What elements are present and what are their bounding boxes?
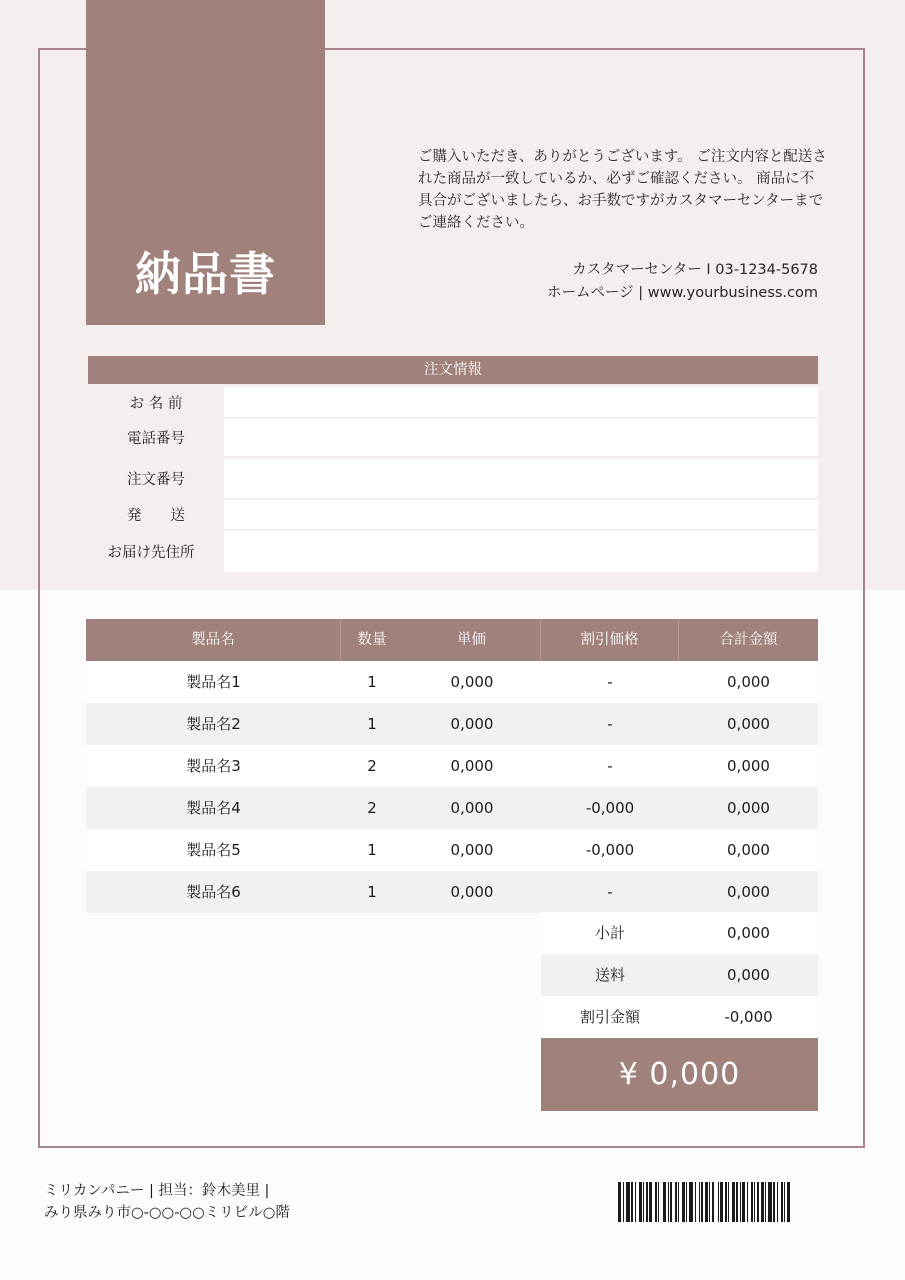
shipping-field[interactable] (224, 500, 818, 529)
unit-price: 0,000 (450, 757, 494, 775)
header-quantity: 数量 (357, 632, 387, 648)
order-label-name: お 名 前 (129, 395, 183, 412)
line-total: 0,000 (727, 715, 770, 733)
table-header-row (86, 619, 818, 661)
discount-price: - (607, 673, 613, 691)
line-total: 0,000 (727, 757, 770, 775)
quantity: 1 (367, 715, 377, 733)
quantity: 1 (367, 883, 377, 901)
table-row (86, 871, 818, 913)
product-name: 製品名3 (186, 757, 241, 775)
quantity: 2 (367, 757, 377, 775)
order-info-header: 注文情報 (88, 356, 818, 384)
order-label-phone: 電話番号 (127, 431, 185, 447)
discount-amount-label: 割引金額 (579, 1008, 640, 1026)
table-row (86, 829, 818, 871)
summary-table (541, 912, 818, 1038)
product-name: 製品名6 (186, 883, 241, 901)
subtotal-value: 0,000 (727, 924, 770, 942)
intro-message (418, 146, 828, 234)
header-discount-price: 割引価格 (541, 619, 679, 661)
items-table (86, 619, 818, 913)
table-row (86, 661, 818, 703)
unit-price: 0,000 (450, 841, 494, 859)
product-name: 製品名5 (186, 841, 241, 859)
unit-price: 0,000 (450, 673, 494, 691)
phone-field[interactable] (224, 419, 818, 456)
order-label-order-number: 注文番号 (127, 472, 185, 488)
discount-price: -0,000 (585, 841, 635, 859)
header-total-amount: 合計金額 (719, 632, 778, 648)
product-name: 製品名4 (186, 799, 241, 817)
order-row-name (88, 387, 818, 417)
footer-company-info (44, 1180, 290, 1224)
product-name: 製品名2 (186, 715, 241, 733)
order-row-order-number (88, 459, 818, 498)
summary-row-shipping (541, 954, 818, 996)
unit-price: 0,000 (450, 883, 494, 901)
discount-price: - (607, 883, 613, 901)
shipping-fee-label: 送料 (594, 966, 625, 984)
barcode-icon (618, 1182, 862, 1222)
summary-row-discount (541, 996, 818, 1038)
table-row (86, 787, 818, 829)
table-row (86, 703, 818, 745)
table-row (86, 745, 818, 787)
homepage-url[interactable]: ホームページ | www.yourbusiness.com (546, 285, 818, 301)
product-name: 製品名1 (186, 673, 241, 691)
discount-amount-value: -0,000 (724, 1008, 773, 1026)
shipping-fee-value: 0,000 (727, 966, 770, 984)
customer-center-phone: カスタマーセンター I 03-1234-5678 (572, 262, 818, 278)
grand-total: ¥ 0,000 (541, 1038, 818, 1111)
line-total: 0,000 (727, 673, 770, 691)
header-product-name: 製品名 (86, 619, 341, 661)
order-label-shipping: 発 送 (127, 508, 185, 524)
summary-row-subtotal (541, 912, 818, 954)
company-line: ミリカンパニー | 担当：鈴木美里 | (44, 1183, 270, 1199)
line-total: 0,000 (727, 841, 770, 859)
discount-price: -0,000 (585, 799, 635, 817)
order-row-phone (88, 419, 818, 456)
order-number-field[interactable] (224, 459, 818, 498)
address-field[interactable] (224, 531, 818, 572)
order-label-address: お届け先住所 (107, 545, 195, 561)
intro-text: ご購入いただき、ありがとうございます。 ご注文内容と配送された商品が一致しているか、必ずご確認ください。 商品に不具合がございましたら、お手数ですがカスタマーセンターまでご連絡ください。 (418, 149, 827, 231)
discount-price: - (607, 757, 613, 775)
subtotal-label: 小計 (594, 924, 625, 942)
name-field[interactable] (224, 387, 818, 417)
address-line: みり県みり市○-○○-○○ミリビル○階 (44, 1205, 290, 1221)
order-row-address (88, 531, 818, 572)
line-total: 0,000 (727, 799, 770, 817)
quantity: 1 (367, 673, 377, 691)
contact-info (547, 259, 818, 305)
unit-price: 0,000 (450, 799, 494, 817)
quantity: 1 (367, 841, 377, 859)
order-row-shipping (88, 500, 818, 529)
header-unit-price: 単価 (403, 619, 541, 661)
unit-price: 0,000 (450, 715, 494, 733)
title-block (86, 0, 325, 325)
quantity: 2 (367, 799, 377, 817)
document-title: 納品書 (135, 247, 276, 301)
discount-price: - (607, 715, 613, 733)
line-total: 0,000 (727, 883, 770, 901)
